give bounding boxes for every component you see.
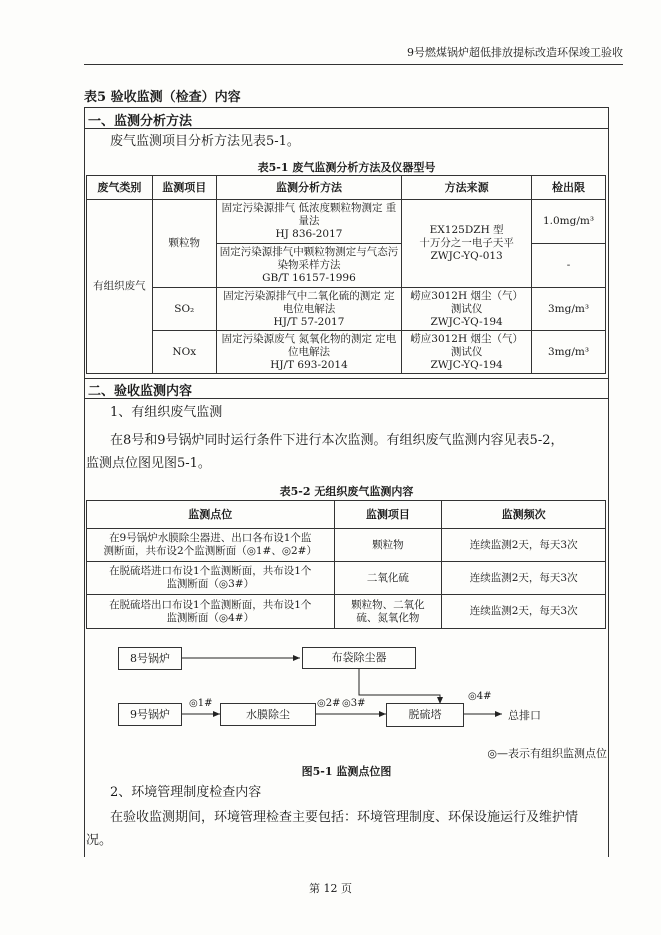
section1-intro: 废气监测项目分析方法见表5-1。	[110, 134, 300, 149]
table51-caption: 表5-1 废气监测分析方法及仪器型号	[257, 161, 436, 174]
method-cell: 固定污染源排气 低浓度颗粒物测定 重量法 HJ 836-2017	[216, 200, 402, 244]
boiler8-box: 8号锅炉	[118, 647, 182, 670]
table52-header: 监测频次	[442, 501, 606, 529]
section2-sub1: 1、有组织废气监测	[110, 405, 223, 420]
boiler9-box: 9号锅炉	[118, 703, 182, 726]
section2b-para-line2: 况。	[86, 833, 113, 848]
header-rule	[84, 64, 623, 65]
point-cell: 在脱硫塔进口布设1个监测断面，共布设1个 监测断面（◎3#）	[87, 562, 335, 595]
table52	[86, 500, 606, 629]
desulf-box: 脱硫塔	[386, 703, 464, 727]
point-3-label: ◎3#	[342, 698, 366, 709]
section2-sub2: 2、环境管理制度检查内容	[110, 785, 262, 800]
point-cell: 在9号锅炉水膜除尘器进、出口各布设1个监 测断面，共布设2个监测断面（◎1#、◎2#）	[87, 529, 335, 562]
freq-cell: 连续监测2天，每天3次	[442, 529, 606, 562]
method-cell: 固定污染源排气中颗粒物测定与气态污染物采样方法 GB/T 16157-1996	[216, 244, 402, 288]
water-film-box: 水膜除尘	[220, 703, 316, 726]
point-cell: 在脱硫塔出口布设1个监测断面，共布设1个 监测断面（◎4#）	[87, 595, 335, 629]
table51	[86, 175, 606, 374]
point-1-label: ◎1#	[189, 698, 213, 709]
method-cell: 固定污染源废气 氮氧化物的测定 定电位电解法 HJ/T 693-2014	[216, 331, 402, 374]
item-cell: 颗粒物、二氧化 硫、氮氧化物	[334, 595, 442, 629]
table5-title: 表5 验收监测（检查）内容	[84, 90, 241, 105]
section2b-para-line1: 在验收监测期间，环境管理检查主要包括：环境管理制度、环保设施运行及维护情	[110, 810, 579, 825]
table51-header: 废气类别	[87, 176, 153, 200]
instrument-cell: EX125DZH 型 十万分之一电子天平 ZWJC-YQ-013	[402, 200, 532, 288]
point-4-label: ◎4#	[468, 691, 492, 702]
item-nox: NOx	[152, 331, 216, 374]
table52-caption: 表5-2 无组织废气监测内容	[279, 485, 414, 498]
figure-caption: 图5-1 监测点位图	[301, 765, 392, 778]
instrument-cell: 崂应3012H 烟尘（气） 测试仪 ZWJC-YQ-194	[402, 288, 532, 331]
limit-cell: 3mg/m³	[532, 331, 606, 374]
section2-para-line1: 在8号和9号锅炉同时运行条件下进行本次监测。有组织废气监测内容见表5-2，	[110, 433, 564, 448]
category-cell: 有组织废气	[87, 200, 153, 374]
table51-header: 方法来源	[402, 176, 532, 200]
outlet-label: 总排口	[508, 709, 541, 722]
table52-header: 监测点位	[87, 501, 335, 529]
page-number: 第 12 页	[309, 882, 352, 895]
limit-cell: -	[532, 244, 606, 288]
table51-header: 监测分析方法	[216, 176, 402, 200]
point-2-label: ◎2#	[317, 698, 341, 709]
table52-header: 监测项目	[334, 501, 442, 529]
item-cell: 二氧化硫	[334, 562, 442, 595]
section1-title: 一、监测分析方法	[88, 114, 193, 129]
diagram-legend: ◎—表示有组织监测点位	[487, 747, 607, 760]
bag-filter-box: 布袋除尘器	[302, 647, 416, 669]
item-cell: 颗粒物	[334, 529, 442, 562]
freq-cell: 连续监测2天，每天3次	[442, 562, 606, 595]
section2-title: 二、验收监测内容	[88, 384, 193, 399]
section2-rule	[84, 378, 609, 379]
instrument-cell: 崂应3012H 烟尘（气） 测试仪 ZWJC-YQ-194	[402, 331, 532, 374]
limit-cell: 1.0mg/m³	[532, 200, 606, 244]
section2-para-line2: 监测点位图见图5-1。	[86, 456, 211, 471]
table51-header: 检出限	[532, 176, 606, 200]
table51-header: 监测项目	[152, 176, 216, 200]
freq-cell: 连续监测2天，每天3次	[442, 595, 606, 629]
item-so2: SO₂	[152, 288, 216, 331]
item-particulate: 颗粒物	[152, 200, 216, 288]
limit-cell: 3mg/m³	[532, 288, 606, 331]
page-header: 9号燃煤锅炉超低排放提标改造环保竣工验收	[407, 46, 623, 59]
section2-rule-bottom	[84, 398, 609, 399]
method-cell: 固定污染源排气中二氧化硫的测定 定电位电解法 HJ/T 57-2017	[216, 288, 402, 331]
